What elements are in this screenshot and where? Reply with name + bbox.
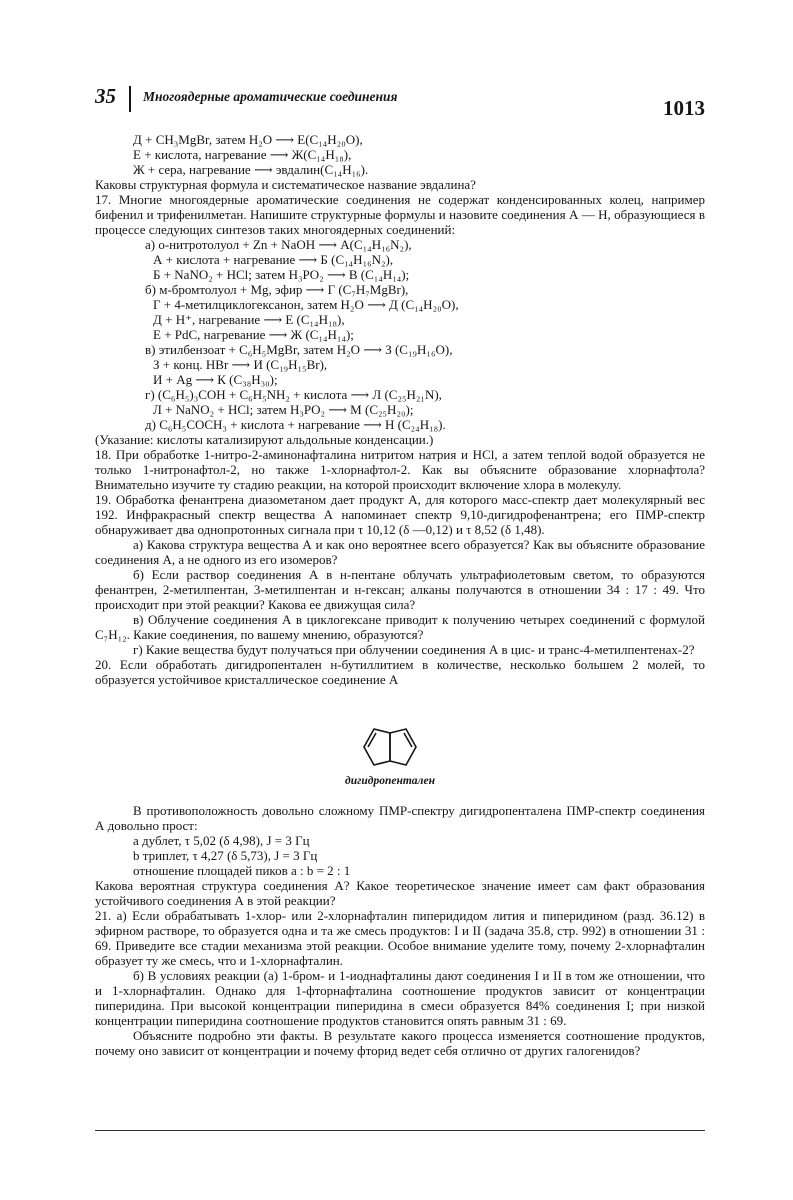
reaction-line: Б + NaNO₂ + HCl; затем H₃PO₂ ⟶ В (C₁₄H₁₄); <box>153 267 410 282</box>
page-body <box>95 132 705 687</box>
problem-21-a: 21. а) Если обрабатывать 1-хлор- или 2-хлорнафталин пиперидидом лития и пиперидином (разд. 36.12) в эфирном растворе, то образуется одна и та же смесь продуктов: I и II (задача 35.8, стр. 992) в отношении 31 : 69. Приведите все стадии механизма этой реакции. Особое внимание уделите тому, почему 2-хлорнафталин образует ту же смесь, что и 1-хлорнафталин. <box>95 908 705 968</box>
bottom-rule <box>95 1130 705 1131</box>
problem-19-b: б) Если раствор соединения А в н-пентане облучать ультрафиолетовым светом, то образуются фенантрен, 2-метилпентан, 3-метилпентан и н-гексан; алканы получаются в отношении 34 : 17 : 49. Что происходит при этой реакции? Какова ее движущая сила? <box>95 567 705 612</box>
page-body-lower <box>95 803 705 1058</box>
hint-line: (Указание: кислоты катализируют альдольные конденсации.) <box>95 432 434 447</box>
chapter-number: 35 <box>95 84 116 108</box>
problem-19-d: г) Какие вещества будут получаться при облучении соединения А в цис- и транс-4-метилпентенах-2? <box>133 642 695 657</box>
problem-18: 18. При обработке 1-нитро-2-аминонафталина нитритом натрия и HCl, а затем теплой водой образуется не только 1-нитронафтол-2, но также 1-хлорнафтол-2. Как вы объясните образование хлорнафтола? Внимательно изучите ту стадию реакции, на которой происходит включение хлора в молекулу. <box>95 447 705 492</box>
reaction-line: Г + 4-метилциклогексанон, затем H₂O ⟶ Д (C₁₄H₂₀O), <box>153 297 459 312</box>
reaction-line: г) (C₆H₅)₃COH + C₆H₅NH₂ + кислота ⟶ Л (C₂₅H₂₁N), <box>145 387 442 402</box>
page-number: 1013 <box>663 96 705 120</box>
reaction-line: д) C₆H₅COCH₃ + кислота + нагревание ⟶ Н (C₂₄H₁₈). <box>145 417 446 432</box>
chapter-title: Многоядерные ароматические соединения <box>143 89 398 104</box>
problem-20-intro: 20. Если обработать дигидропентален н-бутиллитием в количестве, несколько большем 2 молей, то образуется устойчивое кристаллическое соединение А <box>95 657 705 687</box>
reaction-line: в) этилбензоат + C₆H₅MgBr, затем H₂O ⟶ З (C₁₉H₁₆O), <box>145 342 453 357</box>
reaction-line: Л + NaNO₂ + HCl; затем H₃PO₂ ⟶ М (C₂₅H₂₀); <box>153 402 414 417</box>
dihydropentalene-figure <box>300 728 480 787</box>
nmr-line: a дублет, τ 5,02 (δ 4,98), J = 3 Гц <box>133 833 310 848</box>
problem-21-c: Объясните подробно эти факты. В результате какого процесса изменяется соотношение продуктов, почему оно зависит от концентрации и почему фторид ведет себя отлично от других галогенидов? <box>95 1028 705 1058</box>
reaction-line: Ж + сера, нагревание ⟶ эвдалин(C₁₄H₁₆). <box>133 162 369 177</box>
figure-caption: дигидропентален <box>345 775 435 787</box>
reaction-line: А + кислота + нагревание ⟶ Б (C₁₄H₁₆N₂), <box>153 252 394 267</box>
reaction-line: З + конц. HBr ⟶ И (C₁₉H₁₅Br), <box>153 357 328 372</box>
header-divider <box>129 86 131 112</box>
problem-20-question: Какова вероятная структура соединения А? Какое теоретическое значение имеет сам факт образования устойчивого соединения А в этой реакции? <box>95 878 705 908</box>
reaction-line: Д + CH₃MgBr, затем H₂O ⟶ Е(C₁₄H₂₀O), <box>133 132 363 147</box>
nmr-line: отношение площадей пиков a : b = 2 : 1 <box>133 863 351 878</box>
reaction-line: Е + PdC, нагревание ⟶ Ж (C₁₄H₁₄); <box>153 327 354 342</box>
problem-19-a: а) Какова структура вещества А и как оно вероятнее всего образуется? Как вы объясните образование соединения А, а не одного из его изомеров? <box>95 537 705 567</box>
problem-19-c: в) Облучение соединения А в циклогексане приводит к получению четырех соединений с формулой C₇H₁₂. Какие соединения, по вашему мнению, образуются? <box>95 612 705 642</box>
reaction-line: Д + H⁺, нагревание ⟶ Е (C₁₄H₁₈), <box>153 312 345 327</box>
reaction-line: а) о-нитротолуол + Zn + NaOH ⟶ А(C₁₄H₁₆N₂), <box>145 237 412 252</box>
problem-21-b: б) В условиях реакции (а) 1-бром- и 1-иоднафталины дают соединения I и II в том же отношении, что и 1-хлорнафталин. Однако для 1-фторнафталина соотношение продуктов зависит от концентрации пиперидина. При высокой концентрации пиперидина в смеси образуется 84% соединения I; при низкой концентрации пиперидина соотношение продуктов становится опять равным 31 : 69. <box>95 968 705 1028</box>
reaction-line: б) м-бромтолуол + Mg, эфир ⟶ Г (C₇H₇MgBr), <box>145 282 409 297</box>
reaction-line: И + Ag ⟶ К (C₃₈H₃₀); <box>153 372 278 387</box>
problem-17-intro: 17. Многие многоядерные ароматические соединения не содержат конденсированных колец, например бифенил и трифенилметан. Напишите структурные формулы и назовите соединения А — Н, образующиеся в процессе следующих синтезов таких многоядерных соединений: <box>95 192 705 237</box>
dihydropentalene-structure-icon <box>358 728 422 766</box>
reaction-line: Е + кислота, нагревание ⟶ Ж(C₁₄H₁₈), <box>133 147 352 162</box>
question-line: Каковы структурная формула и систематическое название эвдалина? <box>95 177 476 192</box>
nmr-line: b триплет, τ 4,27 (δ 5,73), J = 3 Гц <box>133 848 318 863</box>
page-header <box>95 84 705 124</box>
problem-20-paragraph: В противоположность довольно сложному ПМР-спектру дигидропенталена ПМР-спектр соединения А довольно прост: <box>95 803 705 833</box>
problem-19-intro: 19. Обработка фенантрена диазометаном дает продукт А, для которого масс-спектр дает молекулярный вес 192. Инфракрасный спектр вещества А напоминает спектр 9,10-дигидрофенантрена; его ПМР-спектр обнаруживает два однопротонных сигнала при τ 10,12 (δ —0,12) и τ 8,52 (δ 1,48). <box>95 492 705 537</box>
